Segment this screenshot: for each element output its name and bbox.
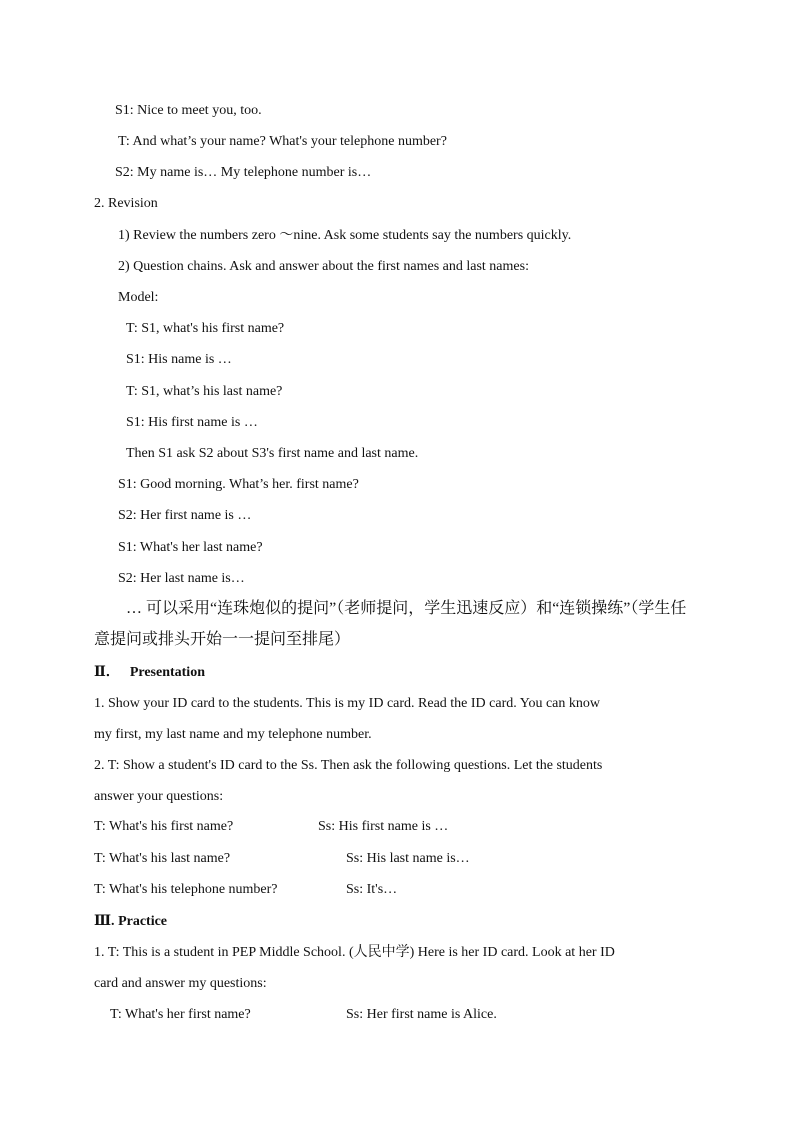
section-heading-revision: 2. Revision: [94, 196, 158, 211]
question-text: T: What's his first name?: [94, 819, 234, 834]
dialogue-line: S2: Her last name is…: [118, 571, 245, 586]
answer-text: Ss: His last name is…: [346, 851, 470, 866]
model-label: Model:: [118, 290, 159, 305]
paragraph-line: answer your questions:: [94, 789, 224, 804]
instruction-line: 1) Review the numbers zero ～nine. Ask some students say the numbers quickly.: [118, 228, 572, 243]
dialogue-line: S1: Nice to meet you, too.: [115, 103, 262, 118]
answer-text: Ss: It's…: [346, 882, 398, 897]
dialogue-line: T: S1, what's his first name?: [126, 321, 285, 336]
paragraph-line: card and answer my questions:: [94, 976, 267, 991]
paragraph-line: my first, my last name and my telephone number.: [94, 727, 372, 742]
question-text: T: What's his last name?: [94, 851, 231, 866]
section-number: Ⅱ．: [94, 665, 120, 680]
section-title: Practice: [114, 914, 168, 929]
dialogue-line: T: And what’s your name? What's your telephone number?: [118, 134, 447, 149]
instruction-line: Then S1 ask S2 about S3's first name and last name.: [126, 446, 419, 461]
section-title: Presentation: [129, 665, 205, 680]
dialogue-line: S1: Good morning. What’s her. first name?: [118, 477, 359, 492]
dialogue-line: S1: His first name is …: [126, 415, 258, 430]
dialogue-line: T: S1, what’s his last name?: [126, 384, 283, 399]
paragraph-line: 2. T: Show a student's ID card to the Ss. Then ask the following questions. Let the students: [94, 758, 603, 773]
section-number: Ⅲ.: [94, 914, 115, 929]
answer-text: Ss: Her first name is Alice.: [346, 1007, 497, 1022]
instruction-line: 2) Question chains. Ask and answer about the first names and last names:: [118, 259, 529, 274]
paragraph-line: 1. Show your ID card to the students. This is my ID card. Read the ID card. You can know: [94, 696, 600, 711]
chinese-note-line: 意提问或排头开始一一提问至排尾）: [94, 631, 351, 648]
dialogue-line: S1: His name is …: [126, 352, 232, 367]
paragraph-line: 1. T: This is a student in PEP Middle School. (人民中学) Here is her ID card. Look at her ID: [94, 945, 615, 960]
question-text: T: What's his telephone number?: [94, 882, 278, 897]
dialogue-line: S2: Her first name is …: [118, 508, 252, 523]
section-heading-presentation: [94, 664, 205, 682]
dialogue-line: S1: What's her last name?: [118, 540, 263, 555]
answer-text: Ss: His first name is …: [318, 819, 449, 834]
section-heading-practice: [94, 913, 167, 931]
question-text: T: What's her first name?: [110, 1007, 251, 1022]
chinese-note-line: … 可以采用“连珠炮似的提问”（老师提问，学生迅速反应）和“连锁操练”（学生任: [126, 600, 687, 617]
dialogue-line: S2: My name is… My telephone number is…: [115, 165, 372, 180]
